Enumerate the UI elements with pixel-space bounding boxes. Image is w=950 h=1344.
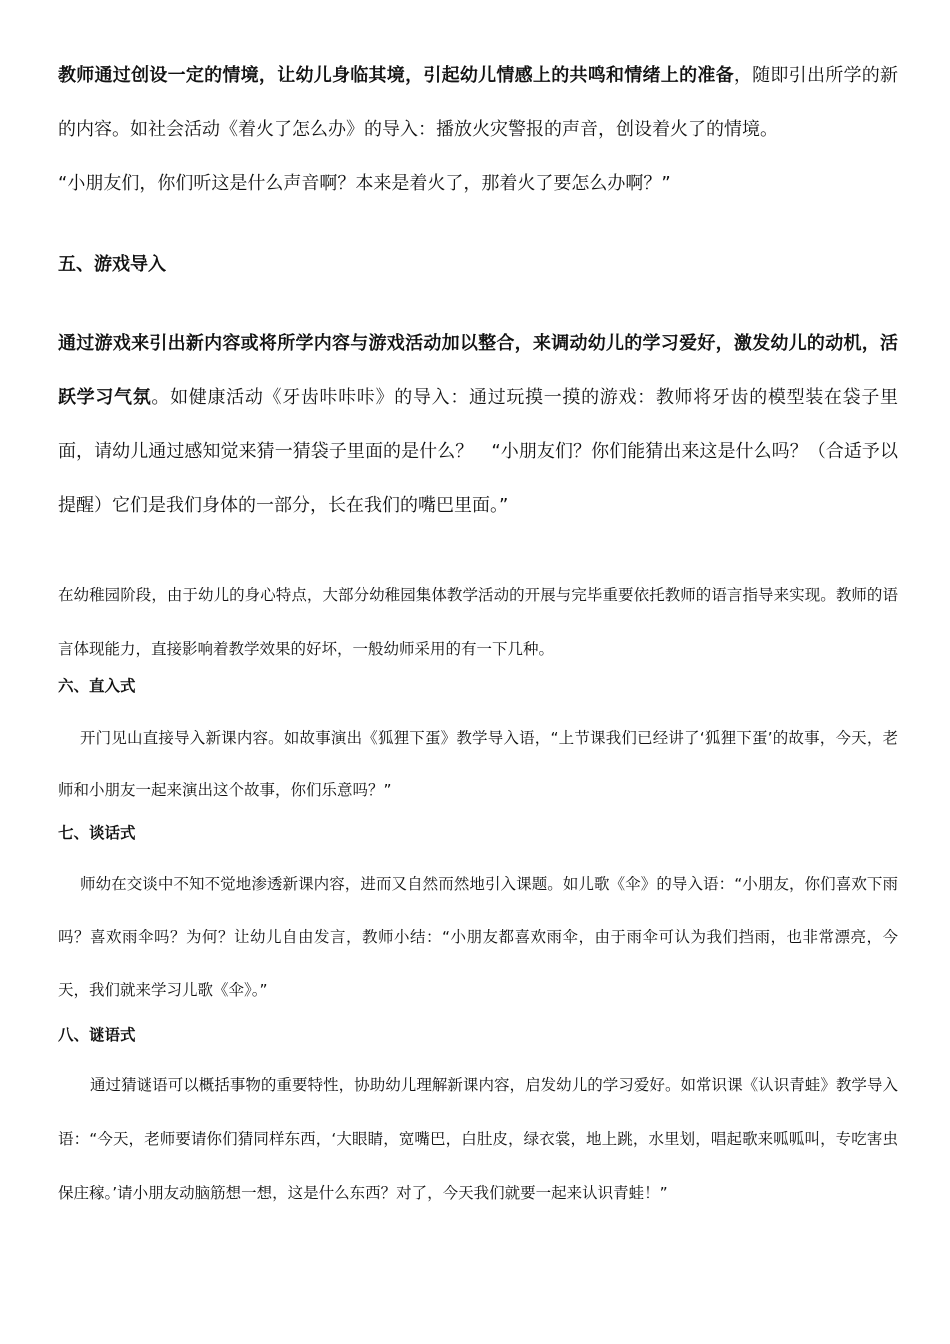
section6-heading: 六、直入式 xyxy=(58,677,136,695)
section7-heading: 七、谈话式 xyxy=(58,824,136,842)
section5-text: 。如健康活动《牙齿咔咔咔》的导入：通过玩摸一摸的游戏：教师将牙齿的模型装在袋子里面，请幼儿通过感知觉来猜一猜袋子里面的是什么？ “小朋友们？你们能猜出来这是什么吗？（合适予以提醒）它们是我们身体的一部分，长在我们的嘴巴里面。” xyxy=(58,387,899,516)
section4-paragraph xyxy=(58,49,898,211)
section4-quote: “小朋友们，你们听这是什么声音啊？本来是着火了，那着火了要怎么办啊？” xyxy=(58,173,671,194)
section8-heading: 八、谜语式 xyxy=(58,1026,136,1044)
section7-paragraph: 师幼在交谈中不知不觉地渗透新课内容，进而又自然而然地引入课题。如儿歌《伞》的导入语：“小朋友，你们喜欢下雨吗？喜欢雨伞吗？为何？让幼儿自由发言，教师小结：“小朋友都喜欢雨伞，由于雨伞可认为我们挡雨，也非常漂亮，今天，我们就来学习儿歌《伞》。” xyxy=(58,875,898,999)
section4-bold-text: 教师通过创设一定的情境，让幼儿身临其境，引起幼儿情感上的共鸣和情绪上的准备 xyxy=(58,65,734,86)
section8-paragraph: 通过猜谜语可以概括事物的重要特性，协助幼儿理解新课内容，启发幼儿的学习爱好。如常识课《认识青蛙》教学导入语：“今天，老师要请你们猜同样东西，‘大眼睛，宽嘴巴，白肚皮，绿衣裳，地上跳，水里划，唱起歌来呱呱叫，专吃害虫保庄稼。’请小朋友动脑筋想一想，这是什么东西？对了，今天我们就要一起来认识青蛙！” xyxy=(58,1076,898,1202)
intro-paragraph: 在幼稚园阶段，由于幼儿的身心特点，大部分幼稚园集体教学活动的开展与完毕重要依托教师的语言指导来实现。教师的语言体现能力，直接影响着教学效果的好坏，一般幼师采用的有一下几种。 xyxy=(58,586,898,658)
section5-bold-text: 通过游戏来引出新内容或将所学内容与游戏活动加以整合，来调动幼儿的学习爱好，激发幼儿的动机，活跃学习气氛 xyxy=(58,333,898,408)
section5-paragraph xyxy=(58,317,898,533)
section5-heading: 五、游戏导入 xyxy=(58,254,166,275)
section6-paragraph: 开门见山直接导入新课内容。如故事演出《狐狸下蛋》教学导入语，“上节课我们已经讲了‘狐狸下蛋’的故事，今天，老师和小朋友一起来演出这个故事，你们乐意吗？” xyxy=(58,729,898,799)
section4-text: ，随即引出所学的新的内容。如社会活动《着火了怎么办》的导入：播放火灾警报的声音，创设着火了的情境。 xyxy=(58,65,899,140)
